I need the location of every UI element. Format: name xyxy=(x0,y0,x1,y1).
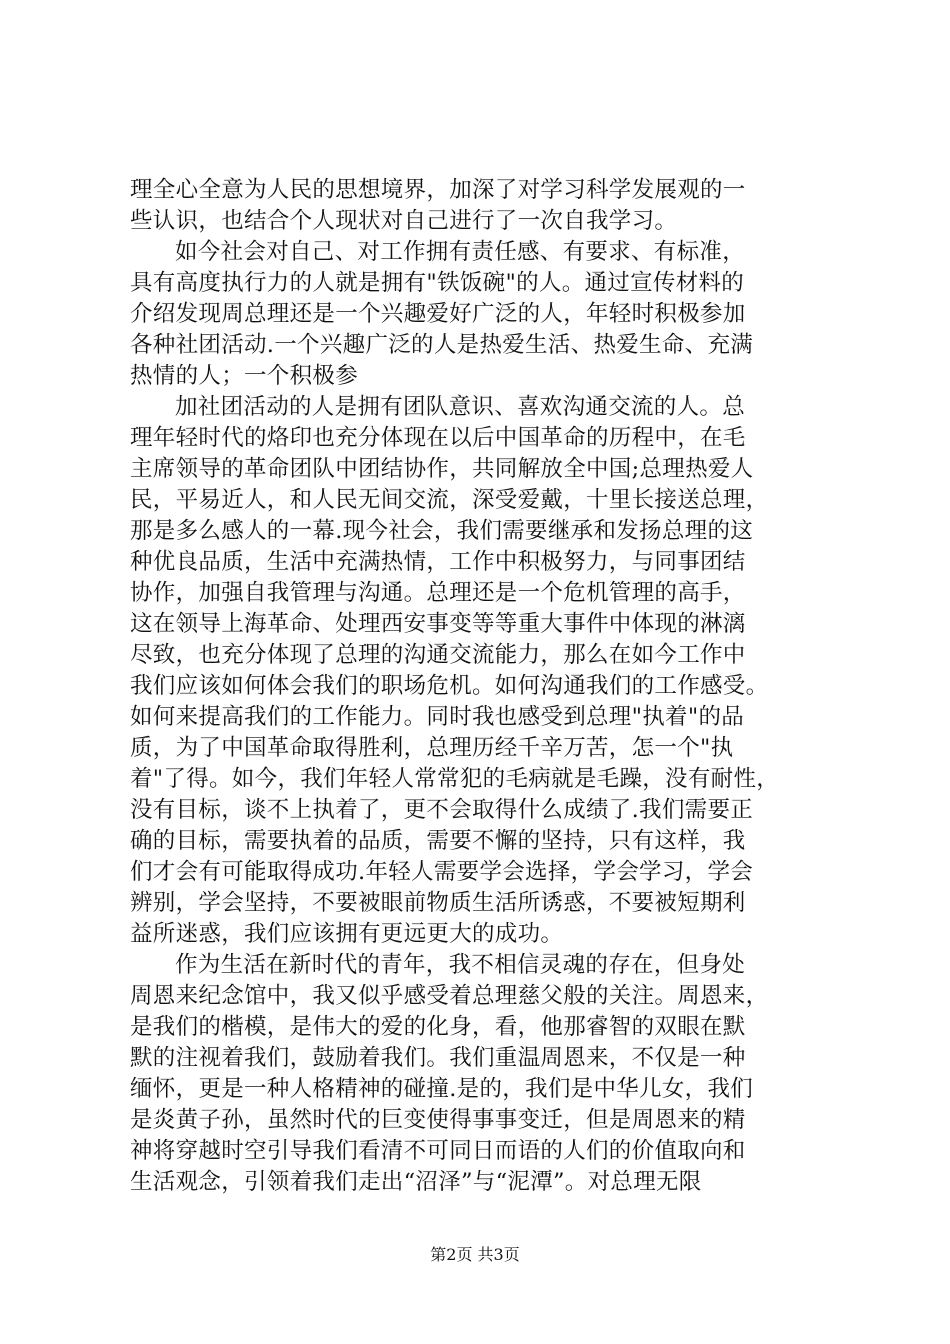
text-line: 加社团活动的人是拥有团队意识、喜欢沟通交流的人。总 xyxy=(175,394,746,420)
page-footer: 第2页 共3页 xyxy=(430,1245,520,1264)
text-line: 理年轻时代的烙印也充分体现在以后中国革命的历程中，在毛 xyxy=(130,425,746,451)
text-line: 主席领导的革命团队中团结协作，共同解放全中国;总理热爱人 xyxy=(130,456,754,482)
text-line: 如今社会对自己、对工作拥有责任感、有要求、有标准， xyxy=(175,239,746,265)
text-line: 协作，加强自我管理与沟通。总理还是一个危机管理的高手， xyxy=(130,580,746,606)
text-line: 那是多么感人的一幕.现今社会，我们需要继承和发扬总理的这 xyxy=(130,518,754,544)
text-line: 介绍发现周总理还是一个兴趣爱好广泛的人，年轻时积极参加 xyxy=(130,301,746,327)
text-line: 益所迷惑，我们应该拥有更远更大的成功。 xyxy=(130,921,564,947)
text-line: 些认识，也结合个人现状对自己进行了一次自我学习。 xyxy=(130,208,678,234)
text-line: 民，平易近人，和人民无间交流，深受爱戴，十里长接送总理， xyxy=(130,487,769,513)
text-line: 各种社团活动.一个兴趣广泛的人是热爱生活、热爱生命、充满 xyxy=(130,332,754,358)
text-line: 周恩来纪念馆中，我又似乎感受着总理慈父般的关注。周恩来， xyxy=(130,983,769,1009)
text-line: 尽致，也充分体现了总理的沟通交流能力，那么在如今工作中 xyxy=(130,642,746,668)
text-line: 这在领导上海革命、处理西安事变等等重大事件中体现的淋漓 xyxy=(130,611,746,637)
text-line: 具有高度执行力的人就是拥有"铁饭碗"的人。通过宣传材料的 xyxy=(130,270,745,296)
text-line: 我们应该如何体会我们的职场危机。如何沟通我们的工作感受。 xyxy=(130,673,769,699)
text-line: 质，为了中国革命取得胜利，总理历经千辛万苦，怎一个"执 xyxy=(130,735,734,761)
text-line: 确的目标，需要执着的品质，需要不懈的坚持，只有这样，我 xyxy=(130,828,746,854)
text-line: 没有目标，谈不上执着了，更不会取得什么成绩了.我们需要正 xyxy=(130,797,754,823)
text-line: 种优良品质，生活中充满热情，工作中积极努力，与同事团结 xyxy=(130,549,746,575)
text-line: 作为生活在新时代的青年，我不相信灵魂的存在，但身处 xyxy=(175,952,746,978)
text-line: 理全心全意为人民的思想境界，加深了对学习科学发展观的一 xyxy=(130,177,746,203)
text-line: 着"了得。如今，我们年轻人常常犯的毛病就是毛躁，没有耐性， xyxy=(130,766,780,792)
text-line: 神将穿越时空引导我们看清不可同日而语的人们的价值取向和 xyxy=(130,1138,746,1164)
text-line: 缅怀，更是一种人格精神的碰撞.是的，我们是中华儿女，我们 xyxy=(130,1076,754,1102)
text-line: 们才会有可能取得成功.年轻人需要学会选择，学会学习，学会 xyxy=(130,859,754,885)
text-line: 热情的人；一个积极参 xyxy=(130,363,359,389)
text-line: 辨别，学会坚持，不要被眼前物质生活所诱惑，不要被短期利 xyxy=(130,890,746,916)
document-body xyxy=(130,175,850,1198)
text-line: 生活观念，引领着我们走出“沼泽”与“泥潭”。对总理无限 xyxy=(130,1169,702,1195)
text-line: 是炎黄子孙，虽然时代的巨变使得事事变迁，但是周恩来的精 xyxy=(130,1107,746,1133)
text-line: 是我们的楷模，是伟大的爱的化身，看，他那睿智的双眼在默 xyxy=(130,1014,746,1040)
text-line: 默的注视着我们，鼓励着我们。我们重温周恩来，不仅是一种 xyxy=(130,1045,746,1071)
text-line: 如何来提高我们的工作能力。同时我也感受到总理"执着"的品 xyxy=(130,704,745,730)
